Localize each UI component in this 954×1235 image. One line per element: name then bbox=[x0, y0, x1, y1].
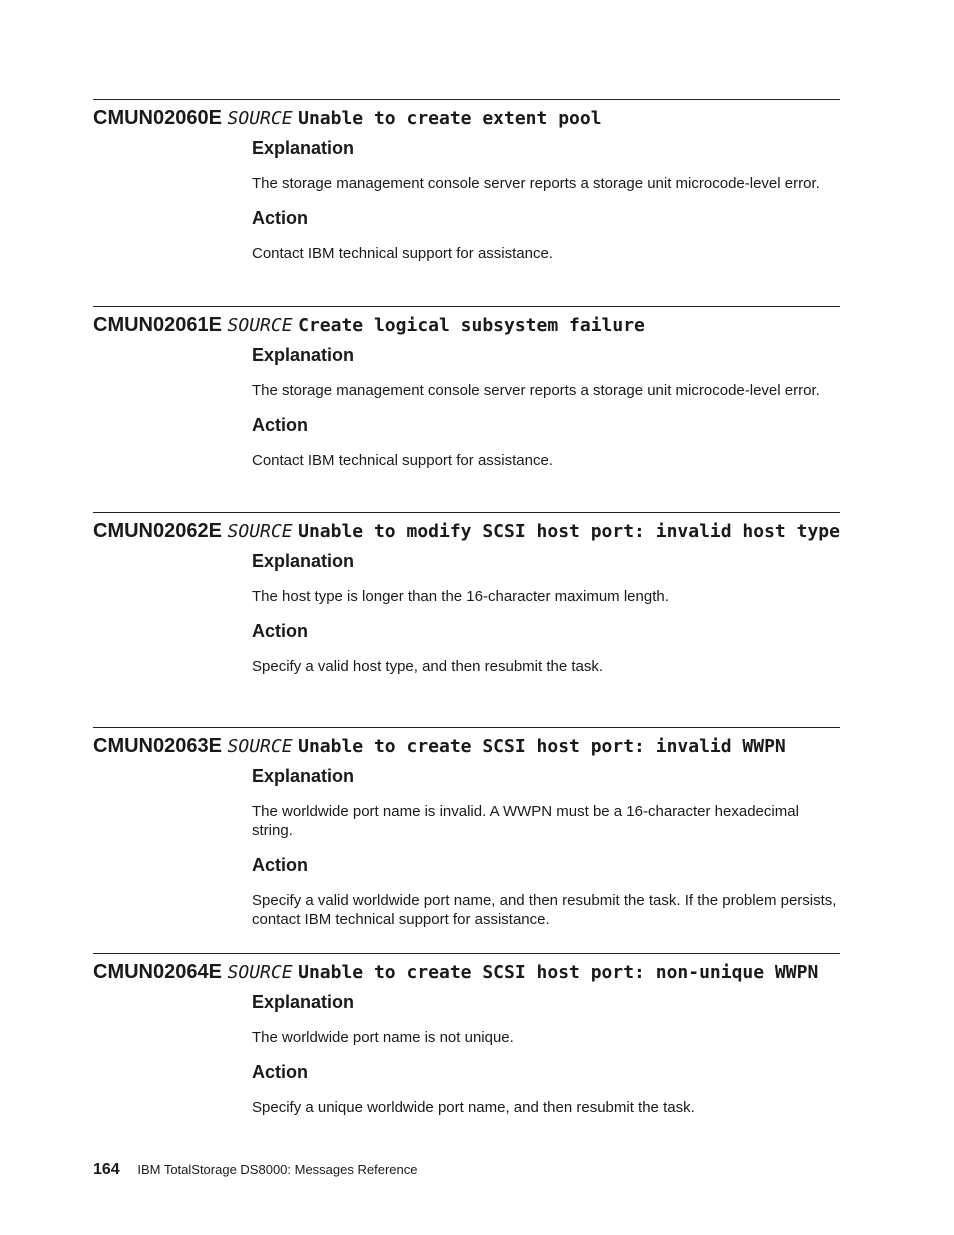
message-heading bbox=[93, 100, 840, 132]
book-title: IBM TotalStorage DS8000: Messages Reference bbox=[137, 1162, 418, 1177]
message-id: CMUN02062E bbox=[93, 520, 222, 542]
message-source: SOURCE bbox=[227, 962, 293, 983]
message-entry bbox=[93, 512, 840, 676]
message-entry bbox=[93, 99, 840, 263]
message-entry bbox=[93, 306, 840, 470]
message-body bbox=[252, 765, 842, 929]
message-source: SOURCE bbox=[227, 315, 293, 336]
message-source: SOURCE bbox=[227, 521, 293, 542]
message-body bbox=[252, 550, 842, 676]
action-heading: Action bbox=[252, 855, 308, 875]
message-entry bbox=[93, 953, 840, 1117]
action-text: Contact IBM technical support for assistance. bbox=[252, 452, 553, 469]
action-heading: Action bbox=[252, 208, 308, 228]
message-heading bbox=[93, 954, 840, 986]
explanation-text: The host type is longer than the 16-character maximum length. bbox=[252, 588, 669, 605]
explanation-text: The worldwide port name is invalid. A WWPN must be a 16-character hexadecimal string. bbox=[252, 803, 799, 839]
message-text: Unable to create SCSI host port: invalid WWPN bbox=[298, 736, 786, 757]
action-text: Contact IBM technical support for assistance. bbox=[252, 245, 553, 262]
action-text: Specify a valid host type, and then resubmit the task. bbox=[252, 658, 604, 675]
message-body bbox=[252, 344, 842, 470]
explanation-heading: Explanation bbox=[252, 138, 355, 158]
message-text: Unable to create extent pool bbox=[298, 108, 602, 129]
action-text: Specify a unique worldwide port name, and then resubmit the task. bbox=[252, 1099, 695, 1116]
action-heading: Action bbox=[252, 621, 308, 641]
message-id: CMUN02063E bbox=[93, 735, 222, 757]
explanation-heading: Explanation bbox=[252, 766, 355, 786]
explanation-text: The storage management console server reports a storage unit microcode-level error. bbox=[252, 175, 820, 192]
explanation-text: The worldwide port name is not unique. bbox=[252, 1029, 514, 1046]
explanation-heading: Explanation bbox=[252, 551, 355, 571]
message-body bbox=[252, 991, 842, 1117]
message-source: SOURCE bbox=[227, 108, 293, 129]
action-heading: Action bbox=[252, 1062, 308, 1082]
message-body bbox=[252, 137, 842, 263]
message-id: CMUN02061E bbox=[93, 314, 222, 336]
message-source: SOURCE bbox=[227, 736, 293, 757]
message-heading bbox=[93, 307, 840, 339]
explanation-heading: Explanation bbox=[252, 992, 355, 1012]
explanation-text: The storage management console server reports a storage unit microcode-level error. bbox=[252, 382, 820, 399]
message-text: Unable to create SCSI host port: non-unique WWPN bbox=[298, 962, 819, 983]
message-heading bbox=[93, 513, 840, 545]
message-id: CMUN02064E bbox=[93, 961, 222, 983]
page-number: 164 bbox=[93, 1161, 120, 1178]
explanation-heading: Explanation bbox=[252, 345, 355, 365]
message-heading bbox=[93, 728, 840, 760]
page-footer bbox=[93, 1161, 417, 1179]
action-text: Specify a valid worldwide port name, and then resubmit the task. If the problem persists, contact IBM technical support for assistance. bbox=[252, 892, 837, 928]
message-text: Create logical subsystem failure bbox=[298, 315, 645, 336]
message-id: CMUN02060E bbox=[93, 107, 222, 129]
action-heading: Action bbox=[252, 415, 308, 435]
message-text: Unable to modify SCSI host port: invalid host type bbox=[298, 521, 840, 542]
message-entry bbox=[93, 727, 840, 929]
